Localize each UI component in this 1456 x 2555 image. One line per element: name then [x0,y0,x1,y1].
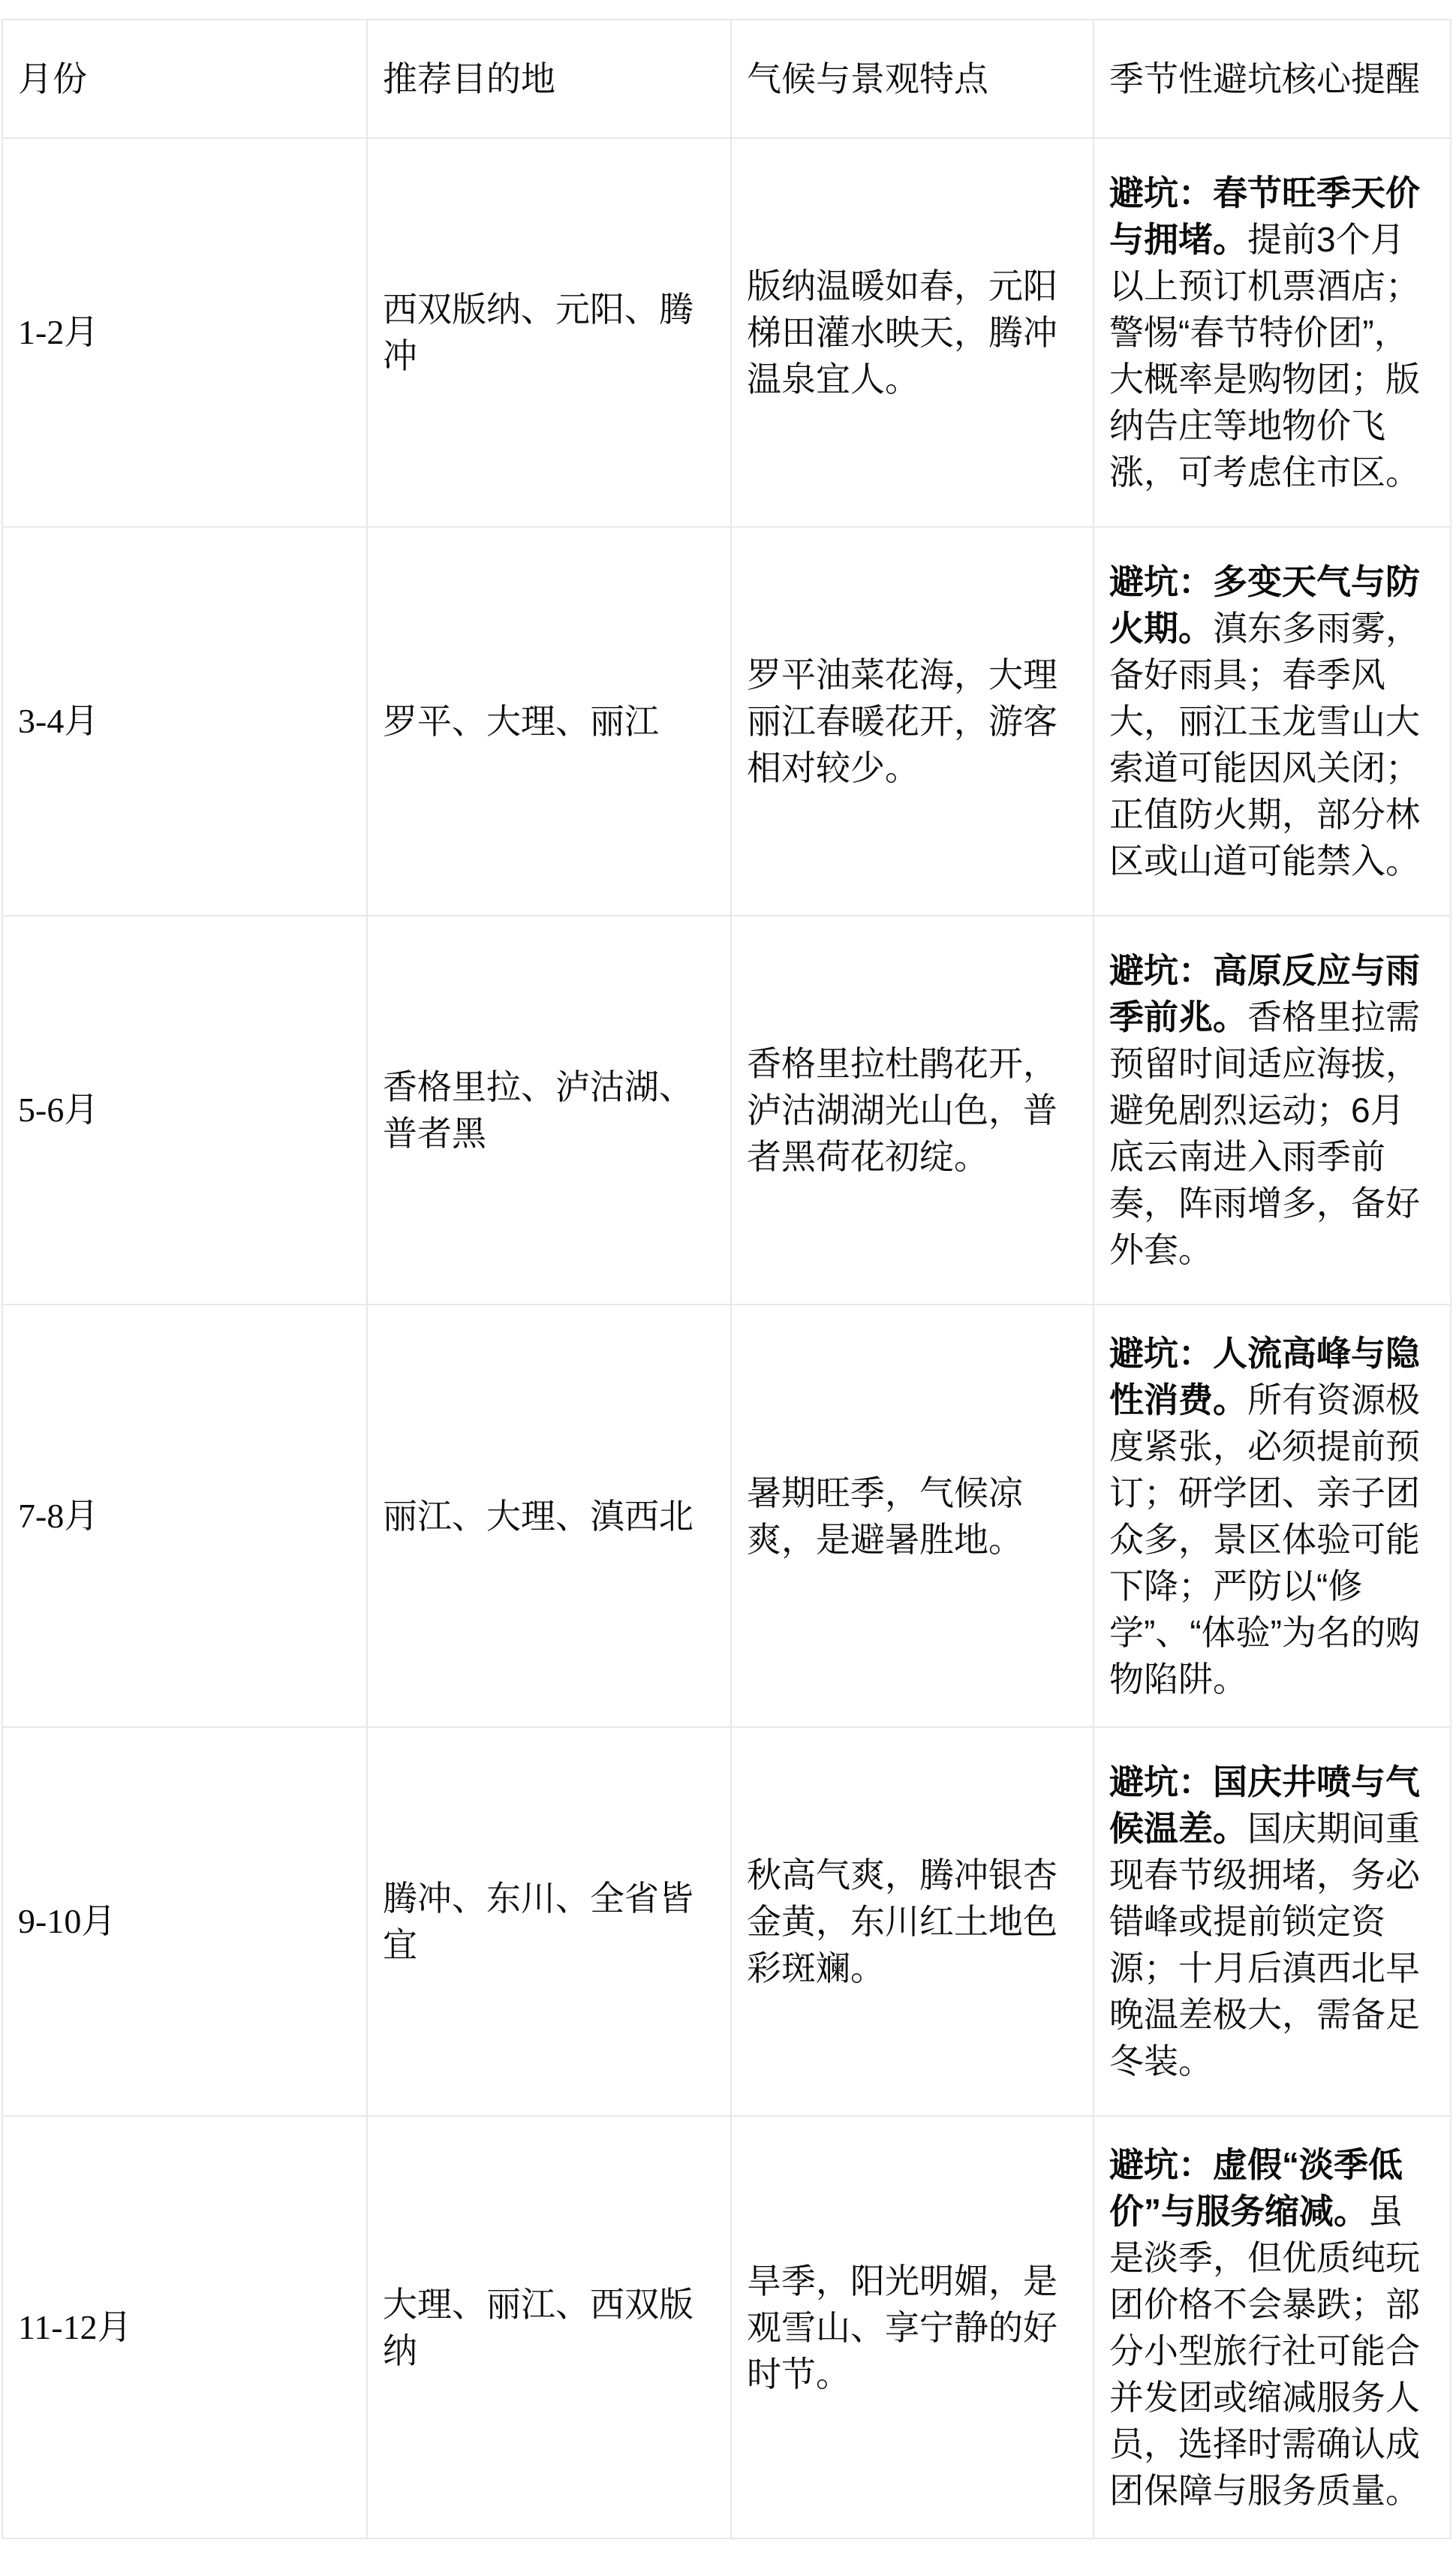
tip-text: 滇东多雨雾，备好雨具；春季风大，丽江玉龙雪山大索道可能因风关闭；正值防火期，部分林区或山道可能禁入。 [1109,609,1420,880]
month-cell: 3-4月 [2,527,367,916]
climate-cell: 旱季，阳光明媚，是观雪山、享宁静的好时节。 [731,2116,1094,2538]
table-row-may-jun [2,916,1451,1305]
destinations-cell: 腾冲、东川、全省皆宜 [367,1727,731,2116]
destinations-cell: 大理、丽江、西双版纳 [367,2116,731,2538]
table-row-mar-apr [2,527,1451,916]
tip-text: 提前3个月以上预订机票酒店；警惕“春节特价团”，大概率是购物团；版纳告庄等地物价飞涨，可考虑住市区。 [1109,220,1420,492]
table-header-row [2,20,1451,138]
destinations-cell: 西双版纳、元阳、腾冲 [367,138,731,527]
climate-cell: 秋高气爽，腾冲银杏金黄，东川红土地色彩斑斓。 [731,1727,1094,2116]
tips-cell [1094,527,1451,916]
month-cell: 11-12月 [2,2116,367,2538]
header-cell-destinations: 推荐目的地 [367,20,731,138]
tips-cell [1094,2116,1451,2538]
destinations-cell: 香格里拉、泸沽湖、普者黑 [367,916,731,1305]
header-cell-tips: 季节性避坑核心提醒 [1094,20,1451,138]
month-cell: 7-8月 [2,1305,367,1727]
tips-cell [1094,1305,1451,1727]
tip-bold: 避坑：虚假“淡季低价”与服务缩减。 [1109,2144,1403,2231]
tip-bold: 避坑：人流高峰与隐性消费。 [1109,1333,1420,1419]
climate-cell: 香格里拉杜鹃花开，泸沽湖湖光山色，普者黑荷花初绽。 [731,916,1094,1305]
tips-cell [1094,138,1451,527]
tip-text: 所有资源极度紧张，必须提前预订；研学团、亲子团众多，景区体验可能下降；严防以“修学”、“体验”为名的购物陷阱。 [1109,1380,1420,1699]
destinations-cell: 罗平、大理、丽江 [367,527,731,916]
destinations-cell: 丽江、大理、滇西北 [367,1305,731,1727]
climate-cell: 暑期旺季，气候凉爽，是避暑胜地。 [731,1305,1094,1727]
month-cell: 9-10月 [2,1727,367,2116]
tip-text: 虽是淡季，但优质纯玩团价格不会暴跌；部分小型旅行社可能合并发团或缩减服务人员，选择时需确认成团保障与服务质量。 [1109,2191,1420,2510]
month-cell: 5-6月 [2,916,367,1305]
header-cell-climate: 气候与景观特点 [731,20,1094,138]
tip-text: 香格里拉需预留时间适应海拔，避免剧烈运动；6月底云南进入雨季前奏，阵雨增多，备好外套。 [1109,998,1420,1269]
tip-bold: 避坑：高原反应与雨季前兆。 [1109,951,1420,1037]
table-row-sep-oct [2,1727,1451,2116]
table-row-jul-aug [2,1305,1451,1727]
tips-cell [1094,1727,1451,2116]
tip-bold: 避坑：春节旺季天价与拥堵。 [1109,173,1420,259]
tip-bold: 避坑：国庆井喷与气候温差。 [1109,1762,1420,1848]
tips-cell [1094,916,1451,1305]
climate-cell: 版纳温暖如春，元阳梯田灌水映天，腾冲温泉宜人。 [731,138,1094,527]
tip-bold: 避坑：多变天气与防火期。 [1109,562,1420,648]
climate-cell: 罗平油菜花海，大理丽江春暖花开，游客相对较少。 [731,527,1094,916]
table-row-nov-dec [2,2116,1451,2538]
header-cell-month: 月份 [2,20,367,138]
tip-text: 国庆期间重现春节级拥堵，务必错峰或提前锁定资源；十月后滇西北早晚温差极大，需备足冬装。 [1109,1809,1420,2081]
table-row-jan-feb [2,138,1451,527]
month-cell: 1-2月 [2,138,367,527]
seasonal-travel-table [2,19,1451,2539]
